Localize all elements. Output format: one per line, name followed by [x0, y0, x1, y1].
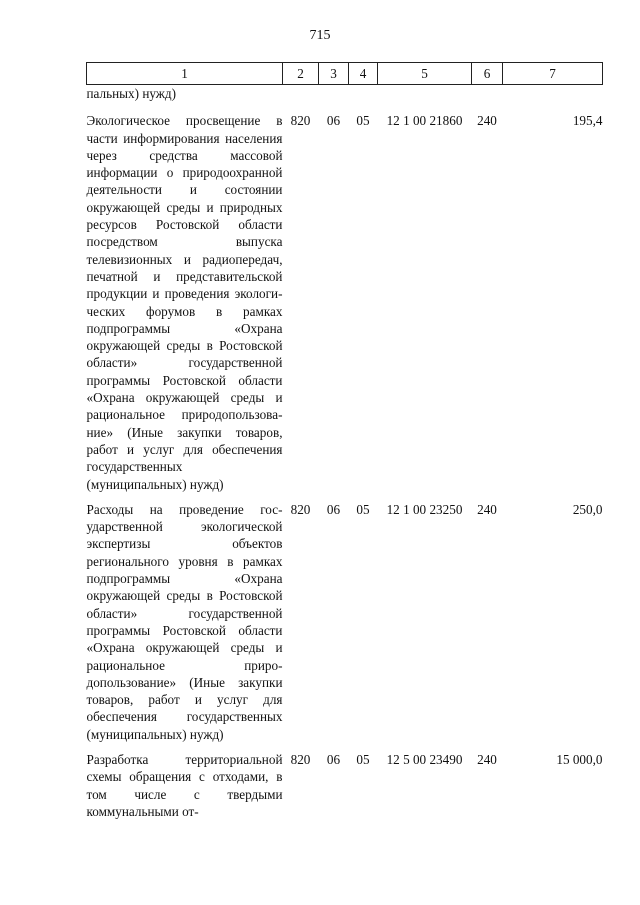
budget-table: [86, 62, 603, 820]
row-ministry-code: 820: [290, 501, 311, 517]
row-amount: 15 000,0: [556, 751, 603, 767]
row-subsection-code: 05: [356, 113, 370, 129]
row-section-code: 06: [326, 113, 341, 129]
row-expense-type: 240: [477, 751, 497, 767]
row-expense-type: 240: [477, 113, 497, 129]
row-subsection-code: 05: [356, 751, 370, 767]
row-target-code: 12 1 00 21860: [386, 113, 463, 129]
table-header: [87, 63, 603, 85]
row-amount: 250,0: [572, 501, 603, 517]
table-row: [87, 493, 603, 743]
continuation-row: [87, 85, 603, 105]
header-col-7: 7: [503, 63, 603, 85]
header-col-6: 6: [472, 63, 503, 85]
row-subsection-code: 05: [356, 501, 370, 517]
header-col-5: 5: [378, 63, 472, 85]
row-ministry-code: 820: [290, 751, 311, 767]
table-row: [87, 743, 603, 820]
row-description: Расходы на проведение государственной экологической экспертизы объектов регионального уровня в рамках подпрограммы «Охрана окружающей среды в Ростовской области» государственной программы Ростовской области «Охрана окружающей среды и рациональное природопользование» (Иные закупки товаров, работ и услуг для обеспечения государственных (муниципальных) нужд): [86, 501, 283, 742]
continuation-text: пальных) нужд): [86, 86, 177, 101]
header-col-3: 3: [319, 63, 349, 85]
header-row: [87, 63, 603, 85]
header-col-1: 1: [87, 63, 283, 85]
table-row: [87, 104, 603, 493]
page-number: 715: [309, 28, 331, 43]
row-target-code: 12 5 00 23490: [386, 751, 463, 767]
row-expense-type: 240: [477, 501, 497, 517]
header-col-2: 2: [283, 63, 319, 85]
row-ministry-code: 820: [290, 113, 311, 129]
row-section-code: 06: [326, 751, 341, 767]
header-col-4: 4: [349, 63, 378, 85]
row-description: Экологическое просвещение в части информирования населения через средства массовой информации о природоохранной деятельности и состоянии окружающей среды и природных ресурсов Ростовской области посредством выпуска телевизионных и радиопередач, печатной и представительской продукции и проведения экологических форумов в рамках подпрограммы «Охрана окружающей среды в Ростовской области» государственной программы Ростовской области «Охрана окружающей среды и рациональное природопользование» (Иные закупки товаров, работ и услуг для обеспечения государственных (муниципальных) нужд): [86, 113, 283, 492]
row-amount: 195,4: [572, 113, 603, 129]
row-section-code: 06: [326, 501, 341, 517]
row-target-code: 12 1 00 23250: [386, 501, 463, 517]
table-body: [87, 85, 603, 821]
row-description: Разработка территориальной схемы обращения с отходами, в том числе с твердыми коммунальными от-: [86, 751, 283, 819]
